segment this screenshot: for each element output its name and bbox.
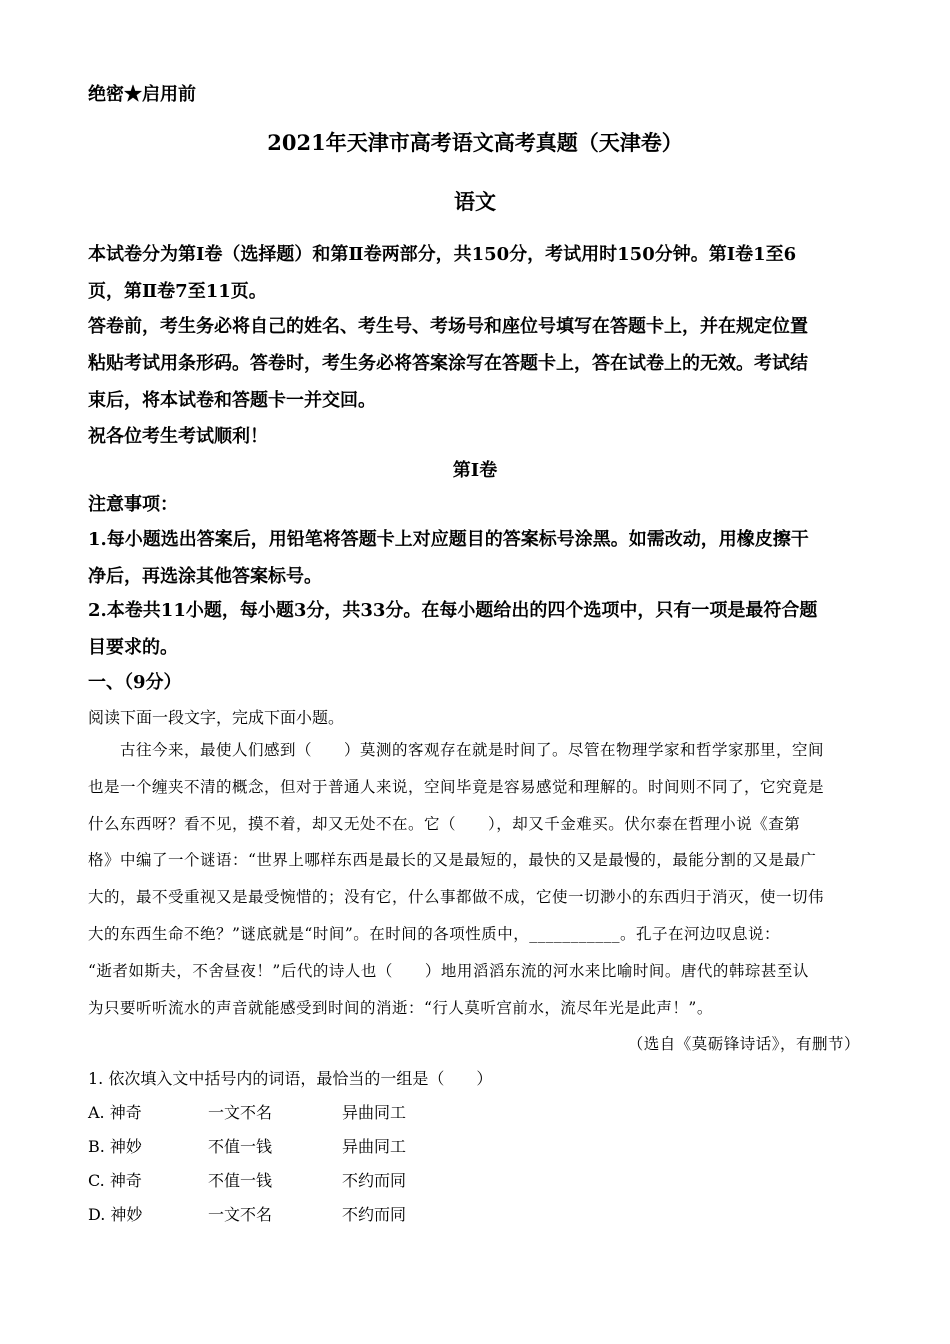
exam-title: 2021年天津市高考语文高考真题（天津卷） — [267, 130, 683, 155]
option-word: 不约而同 — [342, 1171, 407, 1190]
option-c — [88, 1168, 406, 1191]
notice-2a: 2.本卷共11小题，每小题3分，共33分。在每小题给出的四个选项中，只有一项是最符合题 — [88, 600, 818, 621]
question-stem: 1. 依次填入文中括号内的词语，最恰当的一组是（ ） — [88, 1069, 493, 1088]
passage-line: 也是一个缠夹不清的概念，但对于普通人来说，空间毕竟是容易感觉和理解的。时间则不同了，它究竟是 — [88, 778, 825, 796]
option-a — [88, 1100, 406, 1123]
intro-line-6: 祝各位考生考试顺利！ — [88, 426, 268, 447]
option-label: B. 神妙 — [88, 1137, 142, 1156]
passage-line: 大的东西生命不绝？”谜底就是“时间”。在时间的各项性质中，___________。孔子在河边叹息说： — [88, 925, 781, 943]
reading-instruction: 阅读下面一段文字，完成下面小题。 — [88, 708, 345, 727]
option-b — [88, 1134, 406, 1157]
passage-line: 大的，最不受重视又是最受惋惜的；没有它，什么事都做不成，它使一切渺小的东西归于消灭，使一切伟 — [88, 888, 825, 906]
option-word: 一文不名 — [208, 1205, 273, 1224]
section-heading: 第Ⅰ卷 — [452, 460, 498, 481]
confidential-label: 绝密★启用前 — [88, 84, 196, 105]
option-word: 不值一钱 — [208, 1171, 273, 1190]
intro-line-5: 束后，将本试卷和答题卡一并交回。 — [88, 390, 376, 411]
intro-line-3: 答卷前，考生务必将自己的姓名、考生号、考场号和座位号填写在答题卡上，并在规定位置 — [88, 316, 808, 337]
notice-1a: 1.每小题选出答案后，用铅笔将答题卡上对应题目的答案标号涂黑。如需改动，用橡皮擦干 — [88, 529, 809, 550]
intro-line-2: 页，第Ⅱ卷7至11页。 — [88, 281, 267, 302]
part-heading: 一、（9分） — [88, 672, 182, 693]
option-label: D. 神妙 — [88, 1205, 143, 1224]
passage-line: 为只要听听流水的声音就能感受到时间的消逝：“行人莫听宫前水，流尽年光是此声！”。 — [88, 999, 713, 1017]
subject-title: 语文 — [454, 189, 496, 214]
intro-line-1: 本试卷分为第Ⅰ卷（选择题）和第Ⅱ卷两部分，共150分，考试用时150分钟。第Ⅰ卷1至6 — [88, 244, 797, 265]
passage-line: 格》中编了一个谜语：“世界上哪样东西是最长的又是最短的，最快的又是最慢的，最能分割的又是最广 — [88, 851, 817, 869]
passage-line: “逝者如斯夫，不舍昼夜！”后代的诗人也（ ）地用滔滔东流的河水来比喻时间。唐代的韩琮甚至认 — [88, 962, 809, 980]
intro-line-4: 粘贴考试用条形码。答卷时，考生务必将答案涂写在答题卡上，答在试卷上的无效。考试结 — [88, 353, 808, 374]
passage-line: 古往今来，最使人们感到（ ）莫测的客观存在就是时间了。尽管在物理学家和哲学家那里，空间 — [88, 741, 825, 759]
option-word: 异曲同工 — [342, 1137, 407, 1156]
option-word: 不值一钱 — [208, 1137, 273, 1156]
option-word: 一文不名 — [208, 1103, 273, 1122]
option-d — [88, 1202, 406, 1225]
option-word: 不约而同 — [342, 1205, 407, 1224]
notice-2b: 目要求的。 — [88, 637, 178, 658]
passage-source: （选自《莫砺锋诗话》，有删节） — [627, 1035, 860, 1053]
option-label: C. 神奇 — [88, 1171, 142, 1190]
option-word: 异曲同工 — [342, 1103, 407, 1122]
passage-line: 什么东西呀？看不见，摸不着，却又无处不在。它（ ），却又千金难买。伏尔泰在哲理小说《查第 — [88, 815, 801, 833]
notice-title: 注意事项： — [88, 494, 178, 515]
option-label: A. 神奇 — [88, 1103, 142, 1122]
notice-1b: 净后，再选涂其他答案标号。 — [88, 566, 322, 587]
